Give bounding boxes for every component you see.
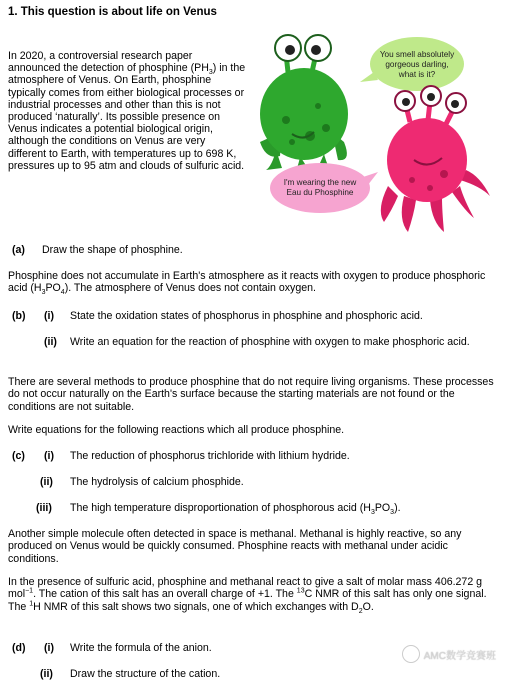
question-b-i-text: State the oxidation states of phosphorus in phosphine and phosphoric acid.	[70, 310, 423, 322]
question-d-i-label: (i)	[44, 642, 54, 654]
green-bubble-line-1: You smell absolutely	[379, 50, 455, 59]
paragraph-phosphoric-acid	[8, 270, 496, 295]
para1-sub-1: 3	[41, 289, 46, 297]
green-bubble-line-2: gorgeous darling,	[385, 60, 449, 69]
para5-sup-1: −1	[25, 587, 34, 595]
c-iii-text-1: The high temperature disproportionation of phosphorous acid (H	[70, 502, 371, 514]
question-c-label: (c)	[12, 450, 25, 462]
para5-sub-1: 2	[358, 607, 363, 615]
green-alien	[260, 35, 348, 174]
question-c-ii-label: (ii)	[40, 476, 53, 488]
c-iii-text-2: PO	[374, 502, 391, 514]
para5-text-4: H NMR of this salt shows two signals, one of which exchanges with D	[33, 600, 359, 613]
watermark	[402, 645, 496, 663]
question-d-label: (d)	[12, 642, 26, 654]
question-c-iii-text	[70, 502, 401, 517]
green-bubble-line-3: what is it?	[398, 70, 436, 79]
para5-sup-3: 1	[29, 600, 34, 608]
question-c-ii-text: The hydrolysis of calcium phosphide.	[70, 476, 244, 488]
c-iii-sub-2: 3	[390, 509, 395, 517]
question-c-i-label: (i)	[44, 450, 54, 462]
para5-text-1: In the presence of sulfuric acid, phosphine and methanal react to give a salt of molar mass 406.272 g mol	[8, 576, 483, 601]
question-c-i-text: The reduction of phosphorus trichloride with lithium hydride.	[70, 450, 350, 462]
pink-bubble-line-1: I'm wearing the new	[283, 178, 357, 187]
para5-text-5: O.	[362, 600, 374, 613]
question-a	[12, 244, 492, 258]
paragraph-methanal: Another simple molecule often detected in space is methanal. Methanal is highly reactive, so any produced on Venus would be quickly consumed. Phosphine reacts with methanal under acidic conditions.	[8, 528, 462, 565]
question-d-ii-label: (ii)	[40, 668, 53, 680]
c-iii-text-3: ).	[394, 502, 401, 514]
para5-sup-2: 13	[296, 587, 305, 595]
intro-sub: 3	[208, 69, 213, 77]
question-a-label: (a)	[12, 244, 25, 256]
intro-paragraph	[8, 50, 246, 172]
question-b-ii-label: (ii)	[44, 336, 57, 348]
green-speech-bubble	[360, 37, 464, 91]
para1-text-2: PO	[45, 282, 61, 295]
intro-text-1: In 2020, a controversial research paper announced the detection of phosphine (PH	[8, 50, 209, 75]
question-c-iii-label: (iii)	[36, 502, 52, 514]
para1-text-1: Phosphine does not accumulate in Earth's atmosphere as it reacts with oxygen to produce phosphoric acid (H	[8, 270, 486, 295]
paragraph-write-equations: Write equations for the following reactions which all produce phosphine.	[8, 424, 345, 436]
para5-text-2: . The cation of this salt has an overall charge of +1. The	[33, 588, 297, 601]
c-iii-sub-1: 3	[370, 509, 375, 517]
pink-speech-bubble	[270, 163, 378, 213]
question-b-i-label: (i)	[44, 310, 54, 322]
paragraph-methods: There are several methods to produce phosphine that do not require living organisms. These processes do not occur naturally on the Earth's surface because the starting materials are not found or the conditions are not suitable.	[8, 376, 494, 413]
question-d-ii-text: Draw the structure of the cation.	[70, 668, 221, 680]
question-b-label: (b)	[12, 310, 26, 322]
alien-illustration	[252, 10, 504, 236]
question-b	[12, 310, 496, 370]
question-b-ii-text: Write an equation for the reaction of phosphine with oxygen to make phosphoric acid.	[70, 336, 470, 348]
question-title: 1. This question is about life on Venus	[8, 6, 217, 18]
intro-text-2: ) in the atmosphere of Venus. On Earth, phosphine typically comes from either biological processes or industrial processes and other than this is not produced ‘naturally’. Its possible presence on Venus indicates a potential biological origin, although the conditions on Venus are very different to Earth, with temperatures up to 698 K, pressures up to 95 atm and clouds of sulfuric acid.	[8, 62, 246, 172]
watermark-text: AMC数学竞赛班	[423, 650, 496, 662]
question-d-i-text: Write the formula of the anion.	[70, 642, 212, 654]
question-c	[12, 450, 496, 520]
pink-bubble-line-2: Eau du Phosphine	[286, 188, 354, 197]
para5-text-3: C NMR of this salt has only one signal. The	[8, 588, 487, 613]
wechat-icon	[402, 645, 420, 663]
para1-text-3: ). The atmosphere of Venus does not contain oxygen.	[64, 282, 316, 295]
question-a-text: Draw the shape of phosphine.	[42, 244, 183, 256]
para1-sub-2: 4	[60, 289, 65, 297]
paragraph-salt-nmr	[8, 576, 496, 613]
pink-alien	[381, 86, 490, 232]
